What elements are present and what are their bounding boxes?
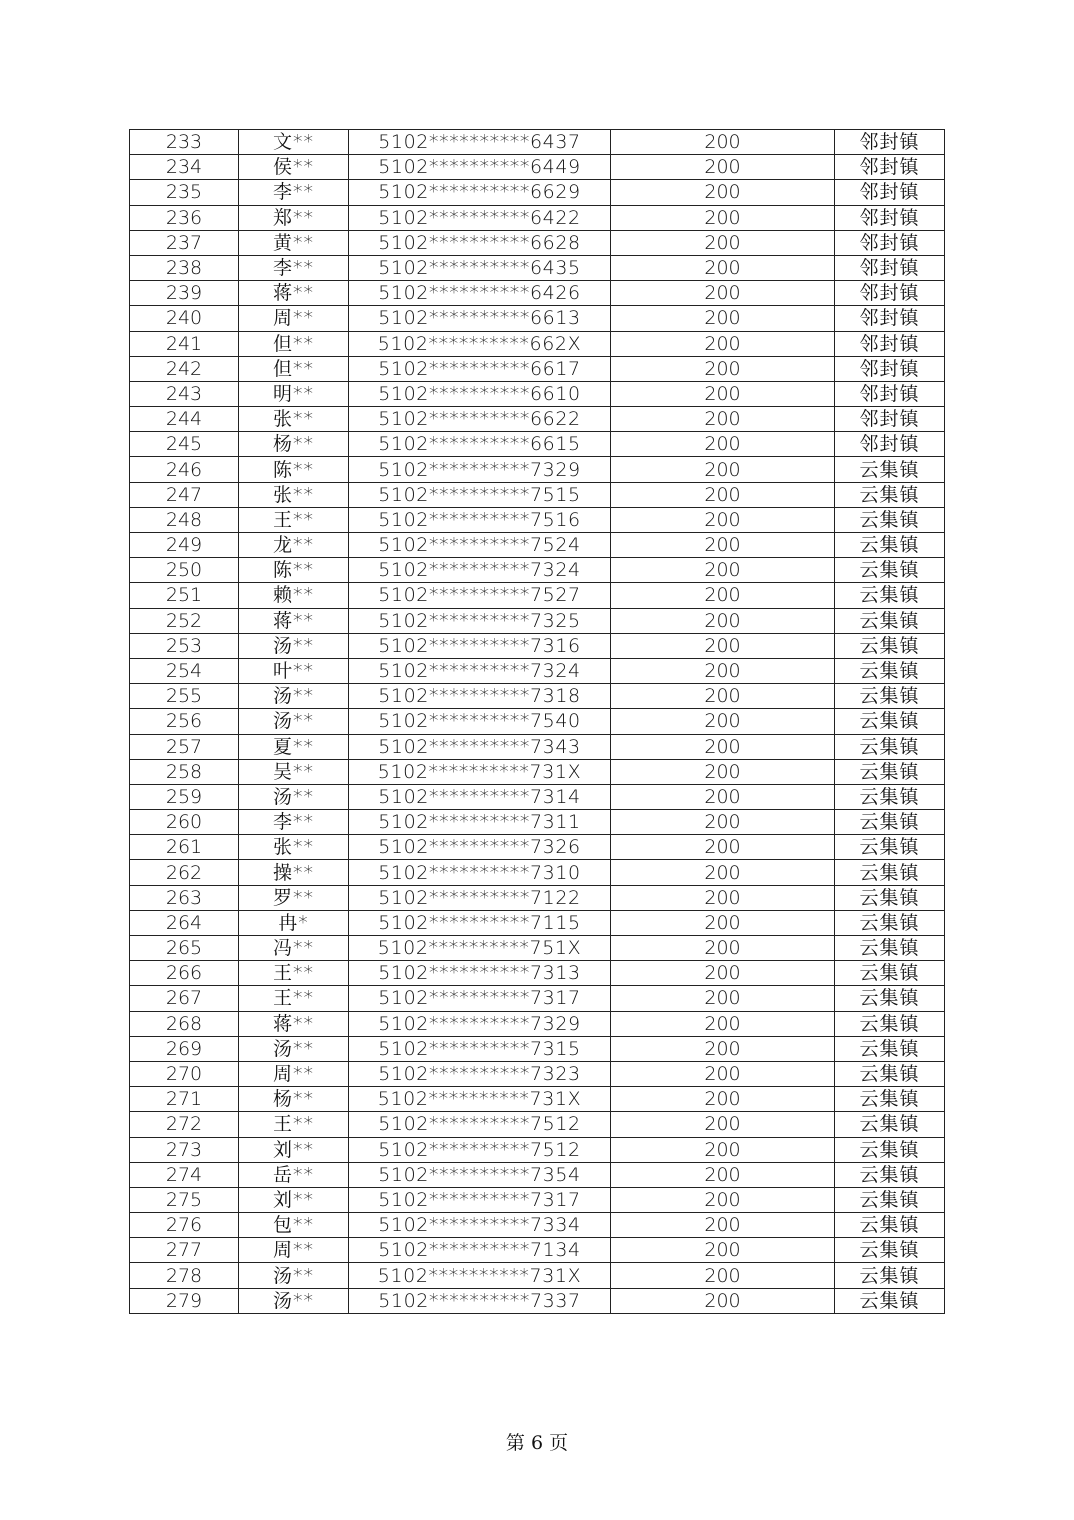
row-number-cell: 270 [130,1061,239,1086]
table-row [130,1036,945,1061]
id-number-cell: 5102**********7115 [349,910,611,935]
id-number-cell: 5102**********7317 [349,986,611,1011]
town-cell: 云集镇 [835,1036,945,1061]
town-cell: 邻封镇 [835,306,945,331]
table-row [130,810,945,835]
id-number-cell: 5102**********7318 [349,684,611,709]
town-cell: 邻封镇 [835,432,945,457]
amount-cell: 200 [611,255,835,280]
table-row [130,961,945,986]
id-number-cell: 5102**********731X [349,1087,611,1112]
name-cell: 王** [239,961,349,986]
amount-cell: 200 [611,407,835,432]
row-number-cell: 277 [130,1238,239,1263]
table-row [130,432,945,457]
town-cell: 邻封镇 [835,155,945,180]
name-cell: 刘** [239,1137,349,1162]
town-cell: 云集镇 [835,608,945,633]
name-cell: 包** [239,1213,349,1238]
table-row [130,936,945,961]
town-cell: 云集镇 [835,507,945,532]
town-cell: 云集镇 [835,1213,945,1238]
row-number-cell: 247 [130,482,239,507]
amount-cell: 200 [611,835,835,860]
row-number-cell: 274 [130,1162,239,1187]
table-row [130,986,945,1011]
row-number-cell: 250 [130,558,239,583]
town-cell: 邻封镇 [835,381,945,406]
page-number: 第 6 页 [505,1432,569,1454]
table-body [130,130,945,1314]
amount-cell: 200 [611,885,835,910]
row-number-cell: 269 [130,1036,239,1061]
row-number-cell: 238 [130,255,239,280]
town-cell: 云集镇 [835,1061,945,1086]
table-row [130,306,945,331]
town-cell: 邻封镇 [835,205,945,230]
id-number-cell: 5102**********7134 [349,1238,611,1263]
row-number-cell: 271 [130,1087,239,1112]
amount-cell: 200 [611,331,835,356]
row-number-cell: 255 [130,684,239,709]
subsidy-list-table-container [129,129,944,1314]
name-cell: 叶** [239,658,349,683]
name-cell: 蒋** [239,281,349,306]
name-cell: 周** [239,1061,349,1086]
town-cell: 云集镇 [835,936,945,961]
table-row [130,684,945,709]
name-cell: 李** [239,180,349,205]
row-number-cell: 278 [130,1263,239,1288]
table-row [130,1162,945,1187]
amount-cell: 200 [611,1263,835,1288]
table-row [130,1087,945,1112]
name-cell: 陈** [239,558,349,583]
name-cell: 但** [239,356,349,381]
amount-cell: 200 [611,356,835,381]
table-row [130,1112,945,1137]
town-cell: 云集镇 [835,583,945,608]
amount-cell: 200 [611,1061,835,1086]
amount-cell: 200 [611,432,835,457]
town-cell: 云集镇 [835,1288,945,1313]
table-row [130,910,945,935]
name-cell: 龙** [239,533,349,558]
town-cell: 云集镇 [835,835,945,860]
amount-cell: 200 [611,910,835,935]
row-number-cell: 264 [130,910,239,935]
row-number-cell: 272 [130,1112,239,1137]
table-row [130,1213,945,1238]
id-number-cell: 5102**********6615 [349,432,611,457]
town-cell: 云集镇 [835,810,945,835]
name-cell: 明** [239,381,349,406]
amount-cell: 200 [611,961,835,986]
table-row [130,1288,945,1313]
town-cell: 邻封镇 [835,281,945,306]
id-number-cell: 5102**********6426 [349,281,611,306]
row-number-cell: 268 [130,1011,239,1036]
name-cell: 罗** [239,885,349,910]
name-cell: 王** [239,1112,349,1137]
id-number-cell: 5102**********7316 [349,633,611,658]
town-cell: 云集镇 [835,1162,945,1187]
id-number-cell: 5102**********7343 [349,734,611,759]
amount-cell: 200 [611,583,835,608]
amount-cell: 200 [611,658,835,683]
amount-cell: 200 [611,709,835,734]
id-number-cell: 5102**********6449 [349,155,611,180]
table-row [130,658,945,683]
name-cell: 汤** [239,1036,349,1061]
id-number-cell: 5102**********6437 [349,130,611,155]
name-cell: 汤** [239,684,349,709]
id-number-cell: 5102**********7329 [349,1011,611,1036]
name-cell: 周** [239,306,349,331]
row-number-cell: 246 [130,457,239,482]
amount-cell: 200 [611,1187,835,1212]
row-number-cell: 253 [130,633,239,658]
id-number-cell: 5102**********731X [349,759,611,784]
name-cell: 杨** [239,1087,349,1112]
table-row [130,230,945,255]
table-row [130,1137,945,1162]
table-row [130,457,945,482]
row-number-cell: 251 [130,583,239,608]
table-row [130,533,945,558]
table-row [130,1263,945,1288]
name-cell: 周** [239,1238,349,1263]
name-cell: 张** [239,407,349,432]
id-number-cell: 5102**********7326 [349,835,611,860]
row-number-cell: 262 [130,860,239,885]
table-row [130,1187,945,1212]
id-number-cell: 5102**********7324 [349,658,611,683]
table-row [130,507,945,532]
amount-cell: 200 [611,482,835,507]
row-number-cell: 239 [130,281,239,306]
id-number-cell: 5102**********751X [349,936,611,961]
table-row [130,155,945,180]
amount-cell: 200 [611,1011,835,1036]
row-number-cell: 234 [130,155,239,180]
amount-cell: 200 [611,1213,835,1238]
table-row [130,281,945,306]
town-cell: 云集镇 [835,759,945,784]
amount-cell: 200 [611,281,835,306]
id-number-cell: 5102**********6622 [349,407,611,432]
id-number-cell: 5102**********7354 [349,1162,611,1187]
name-cell: 蒋** [239,1011,349,1036]
amount-cell: 200 [611,205,835,230]
town-cell: 云集镇 [835,1137,945,1162]
amount-cell: 200 [611,381,835,406]
id-number-cell: 5102**********7122 [349,885,611,910]
id-number-cell: 5102**********6629 [349,180,611,205]
id-number-cell: 5102**********7314 [349,784,611,809]
name-cell: 侯** [239,155,349,180]
id-number-cell: 5102**********7313 [349,961,611,986]
id-number-cell: 5102**********7325 [349,608,611,633]
amount-cell: 200 [611,558,835,583]
row-number-cell: 275 [130,1187,239,1212]
name-cell: 张** [239,835,349,860]
name-cell: 汤** [239,784,349,809]
table-row [130,885,945,910]
id-number-cell: 5102**********7329 [349,457,611,482]
name-cell: 李** [239,255,349,280]
row-number-cell: 257 [130,734,239,759]
town-cell: 邻封镇 [835,407,945,432]
subsidy-list-table [129,129,945,1314]
amount-cell: 200 [611,633,835,658]
amount-cell: 200 [611,1238,835,1263]
row-number-cell: 241 [130,331,239,356]
id-number-cell: 5102**********7516 [349,507,611,532]
town-cell: 云集镇 [835,1263,945,1288]
row-number-cell: 245 [130,432,239,457]
row-number-cell: 266 [130,961,239,986]
row-number-cell: 242 [130,356,239,381]
id-number-cell: 5102**********7515 [349,482,611,507]
town-cell: 云集镇 [835,1011,945,1036]
id-number-cell: 5102**********7527 [349,583,611,608]
amount-cell: 200 [611,230,835,255]
town-cell: 邻封镇 [835,255,945,280]
town-cell: 云集镇 [835,709,945,734]
table-row [130,583,945,608]
name-cell: 夏** [239,734,349,759]
amount-cell: 200 [611,306,835,331]
table-row [130,558,945,583]
row-number-cell: 240 [130,306,239,331]
id-number-cell: 5102**********6610 [349,381,611,406]
amount-cell: 200 [611,1036,835,1061]
name-cell: 汤** [239,633,349,658]
amount-cell: 200 [611,1137,835,1162]
town-cell: 云集镇 [835,558,945,583]
amount-cell: 200 [611,155,835,180]
id-number-cell: 5102**********6617 [349,356,611,381]
table-row [130,734,945,759]
table-row [130,1011,945,1036]
id-number-cell: 5102**********7311 [349,810,611,835]
id-number-cell: 5102**********7337 [349,1288,611,1313]
amount-cell: 200 [611,936,835,961]
town-cell: 云集镇 [835,860,945,885]
row-number-cell: 263 [130,885,239,910]
row-number-cell: 279 [130,1288,239,1313]
id-number-cell: 5102**********6422 [349,205,611,230]
town-cell: 邻封镇 [835,130,945,155]
town-cell: 云集镇 [835,1238,945,1263]
town-cell: 云集镇 [835,684,945,709]
town-cell: 云集镇 [835,910,945,935]
name-cell: 李** [239,810,349,835]
table-row [130,860,945,885]
name-cell: 操** [239,860,349,885]
town-cell: 云集镇 [835,784,945,809]
row-number-cell: 233 [130,130,239,155]
table-row [130,381,945,406]
row-number-cell: 243 [130,381,239,406]
amount-cell: 200 [611,734,835,759]
row-number-cell: 252 [130,608,239,633]
id-number-cell: 5102**********7323 [349,1061,611,1086]
amount-cell: 200 [611,1162,835,1187]
town-cell: 云集镇 [835,658,945,683]
amount-cell: 200 [611,130,835,155]
table-row [130,205,945,230]
row-number-cell: 265 [130,936,239,961]
town-cell: 云集镇 [835,533,945,558]
name-cell: 文** [239,130,349,155]
row-number-cell: 254 [130,658,239,683]
table-row [130,130,945,155]
name-cell: 张** [239,482,349,507]
id-number-cell: 5102**********7334 [349,1213,611,1238]
row-number-cell: 249 [130,533,239,558]
town-cell: 邻封镇 [835,180,945,205]
name-cell: 王** [239,507,349,532]
amount-cell: 200 [611,180,835,205]
name-cell: 赖** [239,583,349,608]
row-number-cell: 259 [130,784,239,809]
name-cell: 汤** [239,1288,349,1313]
row-number-cell: 248 [130,507,239,532]
table-row [130,407,945,432]
name-cell: 郑** [239,205,349,230]
name-cell: 蒋** [239,608,349,633]
name-cell: 陈** [239,457,349,482]
row-number-cell: 276 [130,1213,239,1238]
table-row [130,1238,945,1263]
row-number-cell: 260 [130,810,239,835]
table-row [130,633,945,658]
amount-cell: 200 [611,507,835,532]
table-row [130,835,945,860]
row-number-cell: 244 [130,407,239,432]
table-row [130,608,945,633]
id-number-cell: 5102**********6435 [349,255,611,280]
table-row [130,1061,945,1086]
amount-cell: 200 [611,759,835,784]
table-row [130,709,945,734]
row-number-cell: 236 [130,205,239,230]
town-cell: 云集镇 [835,1187,945,1212]
row-number-cell: 267 [130,986,239,1011]
town-cell: 云集镇 [835,482,945,507]
table-row [130,331,945,356]
name-cell: 但** [239,331,349,356]
amount-cell: 200 [611,608,835,633]
table-row [130,356,945,381]
name-cell: 汤** [239,709,349,734]
id-number-cell: 5102**********7315 [349,1036,611,1061]
id-number-cell: 5102**********7310 [349,860,611,885]
town-cell: 云集镇 [835,1112,945,1137]
town-cell: 邻封镇 [835,331,945,356]
town-cell: 云集镇 [835,457,945,482]
row-number-cell: 258 [130,759,239,784]
amount-cell: 200 [611,784,835,809]
id-number-cell: 5102**********6628 [349,230,611,255]
id-number-cell: 5102**********7324 [349,558,611,583]
amount-cell: 200 [611,986,835,1011]
table-row [130,784,945,809]
town-cell: 云集镇 [835,633,945,658]
amount-cell: 200 [611,684,835,709]
id-number-cell: 5102**********7512 [349,1137,611,1162]
town-cell: 云集镇 [835,986,945,1011]
id-number-cell: 5102**********6613 [349,306,611,331]
row-number-cell: 261 [130,835,239,860]
amount-cell: 200 [611,533,835,558]
name-cell: 杨** [239,432,349,457]
table-row [130,180,945,205]
id-number-cell: 5102**********731X [349,1263,611,1288]
row-number-cell: 235 [130,180,239,205]
table-row [130,255,945,280]
table-row [130,759,945,784]
table-row [130,482,945,507]
row-number-cell: 256 [130,709,239,734]
amount-cell: 200 [611,860,835,885]
row-number-cell: 237 [130,230,239,255]
amount-cell: 200 [611,810,835,835]
town-cell: 云集镇 [835,961,945,986]
amount-cell: 200 [611,1112,835,1137]
town-cell: 云集镇 [835,885,945,910]
name-cell: 汤** [239,1263,349,1288]
row-number-cell: 273 [130,1137,239,1162]
town-cell: 云集镇 [835,734,945,759]
id-number-cell: 5102**********7512 [349,1112,611,1137]
name-cell: 冯** [239,936,349,961]
amount-cell: 200 [611,1288,835,1313]
name-cell: 黄** [239,230,349,255]
name-cell: 吴** [239,759,349,784]
amount-cell: 200 [611,1087,835,1112]
town-cell: 邻封镇 [835,356,945,381]
id-number-cell: 5102**********7524 [349,533,611,558]
id-number-cell: 5102**********662X [349,331,611,356]
id-number-cell: 5102**********7317 [349,1187,611,1212]
name-cell: 冉* [239,910,349,935]
id-number-cell: 5102**********7540 [349,709,611,734]
town-cell: 邻封镇 [835,230,945,255]
name-cell: 岳** [239,1162,349,1187]
town-cell: 云集镇 [835,1087,945,1112]
amount-cell: 200 [611,457,835,482]
name-cell: 王** [239,986,349,1011]
name-cell: 刘** [239,1187,349,1212]
